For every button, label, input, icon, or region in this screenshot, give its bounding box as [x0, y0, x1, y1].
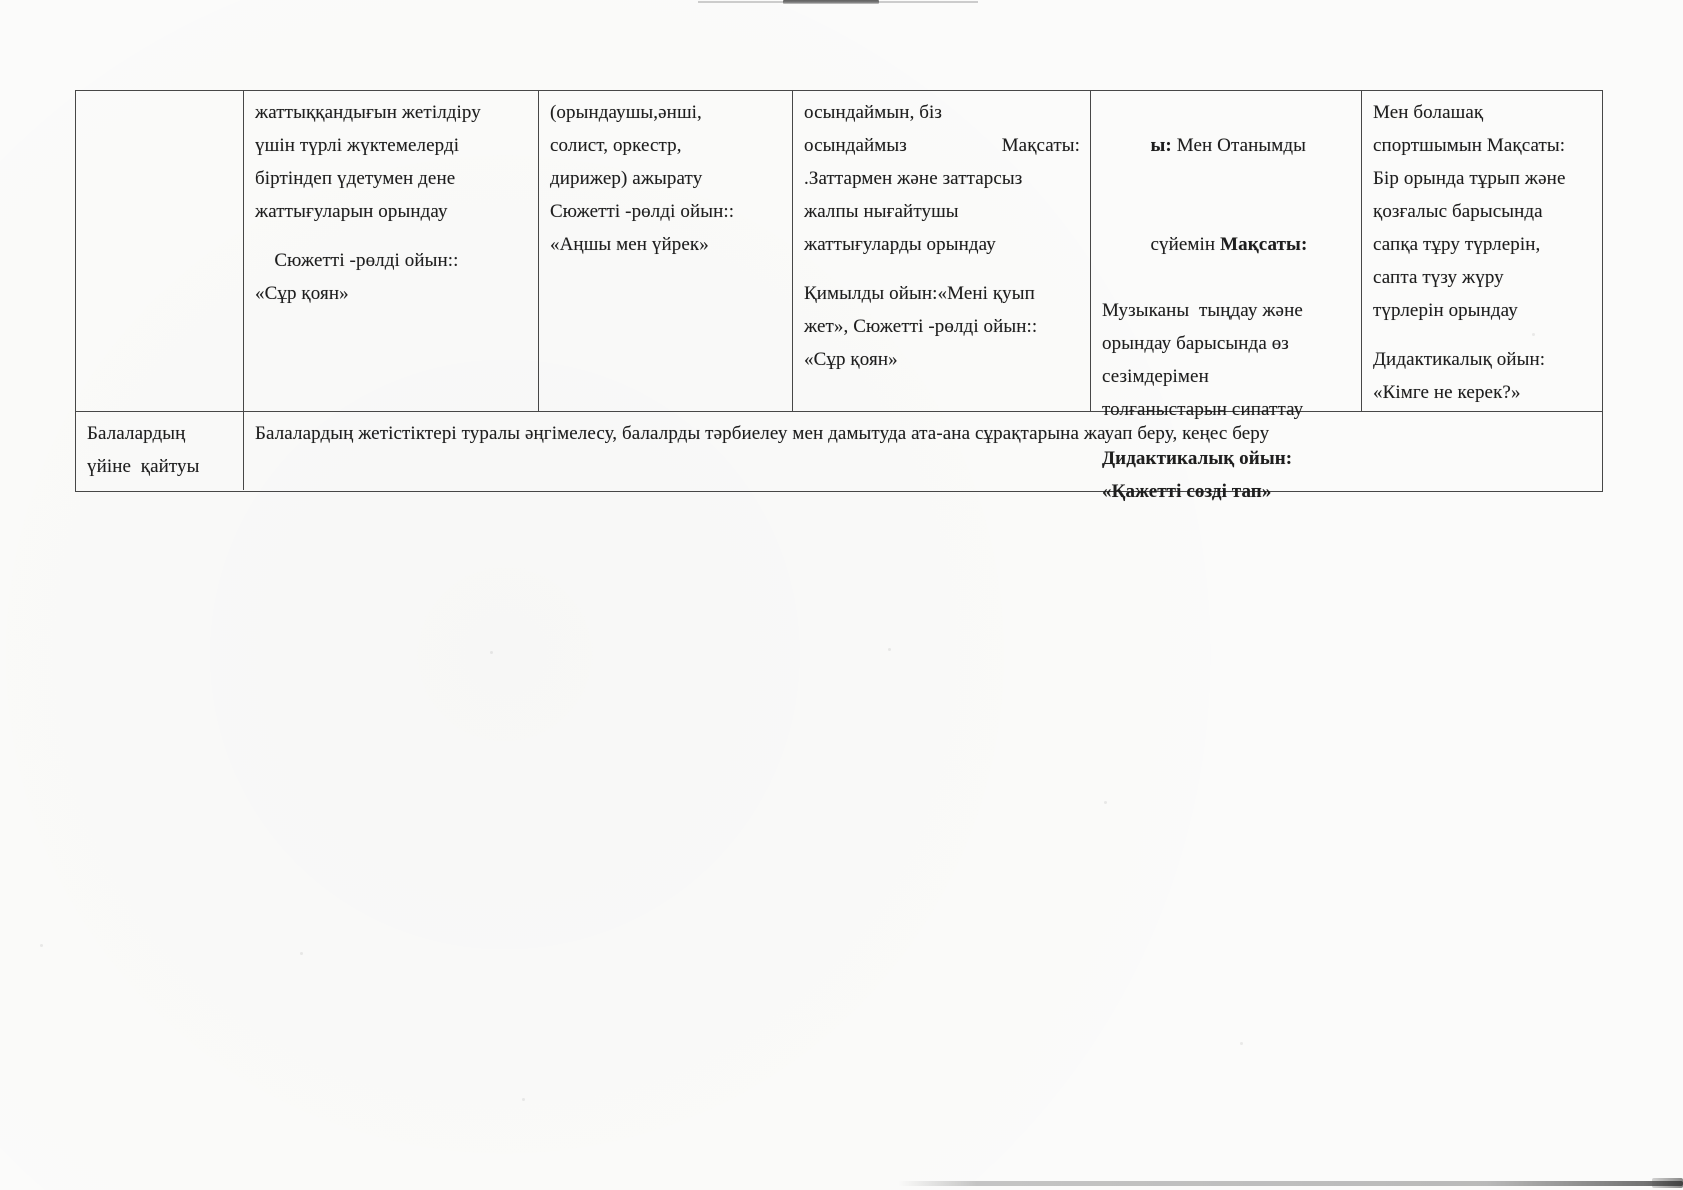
text-line: үшін түрлі жүктемелерді [255, 135, 460, 156]
text-line: Мен болашақ [1373, 102, 1484, 123]
text-line: Дидактикалық ойын: [1373, 349, 1546, 370]
text-line: (орындаушы,әнші, [550, 102, 702, 123]
text-line: «Сұр қоян» [804, 349, 898, 370]
lesson-plan-table [75, 90, 1603, 502]
cell-exercise [792, 91, 1090, 411]
text-line: дирижер) ажырату [550, 168, 703, 189]
cell-home-text [243, 412, 1602, 490]
text-segment: Мен Отанымды [1171, 135, 1306, 156]
text-line: жаттыққандығын жетілдіру [255, 102, 481, 123]
text-segment: осындаймыз [804, 135, 907, 156]
cell-music-feelings [1090, 91, 1361, 502]
home-return-row [76, 411, 1602, 490]
text-line [1102, 195, 1351, 294]
cell-physical-training [243, 91, 538, 411]
scan-speckle [1104, 801, 1107, 804]
scan-speckle [1240, 1042, 1243, 1045]
scan-shadow-bottom [898, 1181, 1683, 1186]
scan-speckle [490, 651, 493, 654]
text-line: солист, оркестр, [550, 135, 682, 156]
text-line: сапқа тұру түрлерін, [1373, 234, 1541, 255]
text-line: орындау барысында өз [1102, 333, 1289, 354]
blank-line [255, 228, 528, 244]
text-line: біртіндеп үдетумен дене [255, 168, 456, 189]
scan-shadow-corner [1652, 1178, 1683, 1188]
text-line: осындаймын, біз [804, 102, 943, 123]
scan-speckle [300, 952, 303, 955]
text-line: жалпы нығайтушы [804, 201, 959, 222]
scanner-edge-mark [783, 0, 879, 4]
text-line: Дидактикалық ойын: [1102, 448, 1293, 469]
text-line: Балалардың жетістіктері туралы әңгімелесу, балалрды тәрбиелеу мен дамытуда ата-ана сұрақтарына жауап беру, кеңес беру [255, 423, 1270, 444]
text-line: толғаныстарын сипаттау [1102, 399, 1304, 420]
text-line: жет», Сюжетті -рөлді ойын:: [804, 316, 1038, 337]
text-line: Музыканы тыңдау және [1102, 300, 1303, 321]
scan-speckle [1532, 333, 1535, 336]
text-segment-bold: Мақсаты: [1220, 234, 1308, 255]
text-line: «Кімге не керек?» [1373, 382, 1521, 403]
text-line: «Сұр қоян» [255, 283, 349, 304]
blank-line [804, 261, 1080, 277]
text-line [1102, 96, 1351, 195]
scan-speckle [40, 944, 43, 947]
text-line: Қимылды ойын:«Мені қуып [804, 283, 1035, 304]
text-line: сезімдерімен [1102, 366, 1209, 387]
text-line: үйіне қайтуы [87, 456, 200, 477]
text-line: Балалардың [87, 423, 186, 444]
text-segment-bold: ы: [1150, 135, 1172, 156]
text-line: спортшымын Мақсаты: [1373, 135, 1566, 156]
cell-home-label [76, 412, 243, 490]
cell-music-roles [538, 91, 792, 411]
text-line: «Қажетті сөзді тап» [1102, 481, 1272, 502]
text-line: жаттығуларды орындау [804, 234, 996, 255]
text-line: «Аңшы мен үйрек» [550, 234, 709, 255]
text-line: Сюжетті -рөлді ойын:: [255, 250, 459, 271]
text-line: түрлерін орындау [1373, 300, 1518, 321]
text-segment: Мақсаты: [1001, 135, 1080, 156]
text-line: .Заттармен және заттарсыз [804, 168, 1023, 189]
scan-speckle [888, 648, 891, 651]
scan-speckle [522, 1098, 525, 1101]
cell-sport [1361, 91, 1604, 411]
text-line: Сюжетті -рөлді ойын:: [550, 201, 735, 222]
cell-empty [76, 91, 243, 411]
text-line: жаттығуларын орындау [255, 201, 448, 222]
text-line: сапта түзу жүру [1373, 267, 1504, 288]
blank-line [1373, 327, 1594, 343]
text-segment: сүйемін [1150, 234, 1221, 255]
text-line: қозғалыс барысында [1373, 201, 1543, 222]
text-line: Бір орында тұрып және [1373, 168, 1566, 189]
text-line [804, 129, 1080, 162]
